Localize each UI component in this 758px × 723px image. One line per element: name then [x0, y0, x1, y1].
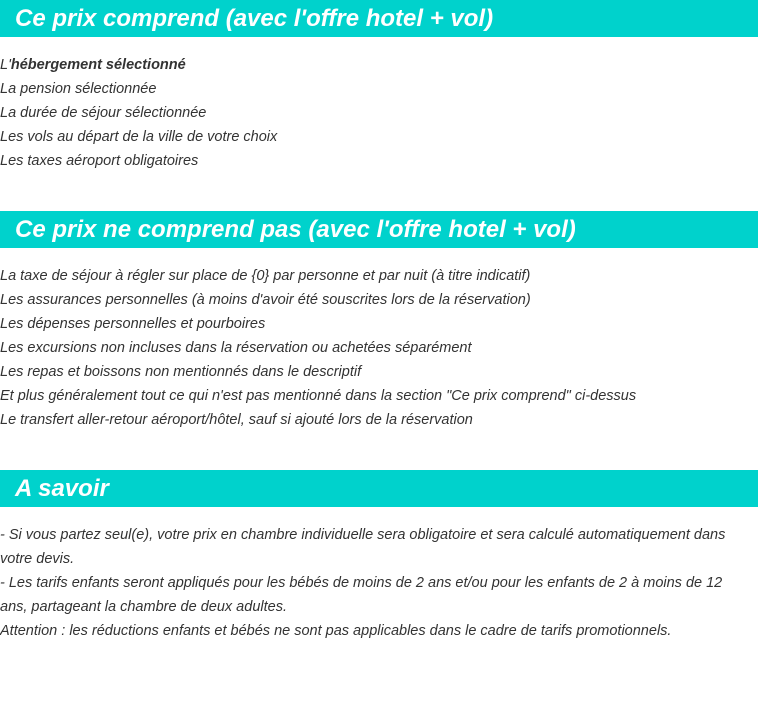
- list-item: Les assurances personnelles (à moins d'avoir été souscrites lors de la réservation): [0, 292, 531, 308]
- list-item: Et plus généralement tout ce qui n'est pas mentionné dans la section "Ce prix comprend" ci-dessus: [0, 388, 637, 404]
- item-text: Les vols au départ de la ville de votre choix: [0, 129, 278, 145]
- list-item: Les excursions non incluses dans la réservation ou achetées séparément: [0, 340, 472, 356]
- item-text: La pension sélectionnée: [0, 81, 157, 97]
- list-item: La taxe de séjour à régler sur place de {0} par personne et par nuit (à titre indicatif): [0, 268, 531, 284]
- list-item: [0, 53, 758, 77]
- info-body: [0, 523, 758, 643]
- list-item: [0, 149, 758, 173]
- excluded-list: [0, 264, 758, 432]
- item-text: Les taxes aéroport obligatoires: [0, 153, 199, 169]
- list-item: Les repas et boissons non mentionnés dans le descriptif: [0, 364, 362, 380]
- section-title-excluded: Ce prix ne comprend pas (avec l'offre hotel + vol): [0, 211, 758, 248]
- list-item: Les dépenses personnelles et pourboires: [0, 316, 266, 332]
- included-list: [0, 53, 758, 173]
- list-item: [0, 125, 758, 149]
- list-item: [0, 77, 758, 101]
- list-item: Le transfert aller-retour aéroport/hôtel, sauf si ajouté lors de la réservation: [0, 412, 473, 428]
- item-text: La durée de séjour sélectionnée: [0, 105, 207, 121]
- list-item: [0, 101, 758, 125]
- item-prefix: L': [0, 57, 11, 73]
- section-title-info: A savoir: [0, 470, 758, 507]
- item-text: hébergement sélectionné: [10, 57, 186, 73]
- section-title-included: Ce prix comprend (avec l'offre hotel + vol): [0, 0, 758, 37]
- info-paragraph: - Si vous partez seul(e), votre prix en chambre individuelle sera obligatoire et sera calculé automatiquement dans votre devis.: [0, 527, 726, 567]
- info-paragraph: - Les tarifs enfants seront appliqués pour les bébés de moins de 2 ans et/ou pour les enfants de 2 à moins de 12 ans, partageant la chambre de deux adultes.: [0, 575, 723, 615]
- info-paragraph: Attention : les réductions enfants et bébés ne sont pas applicables dans le cadre de tarifs promotionnels.: [0, 623, 672, 639]
